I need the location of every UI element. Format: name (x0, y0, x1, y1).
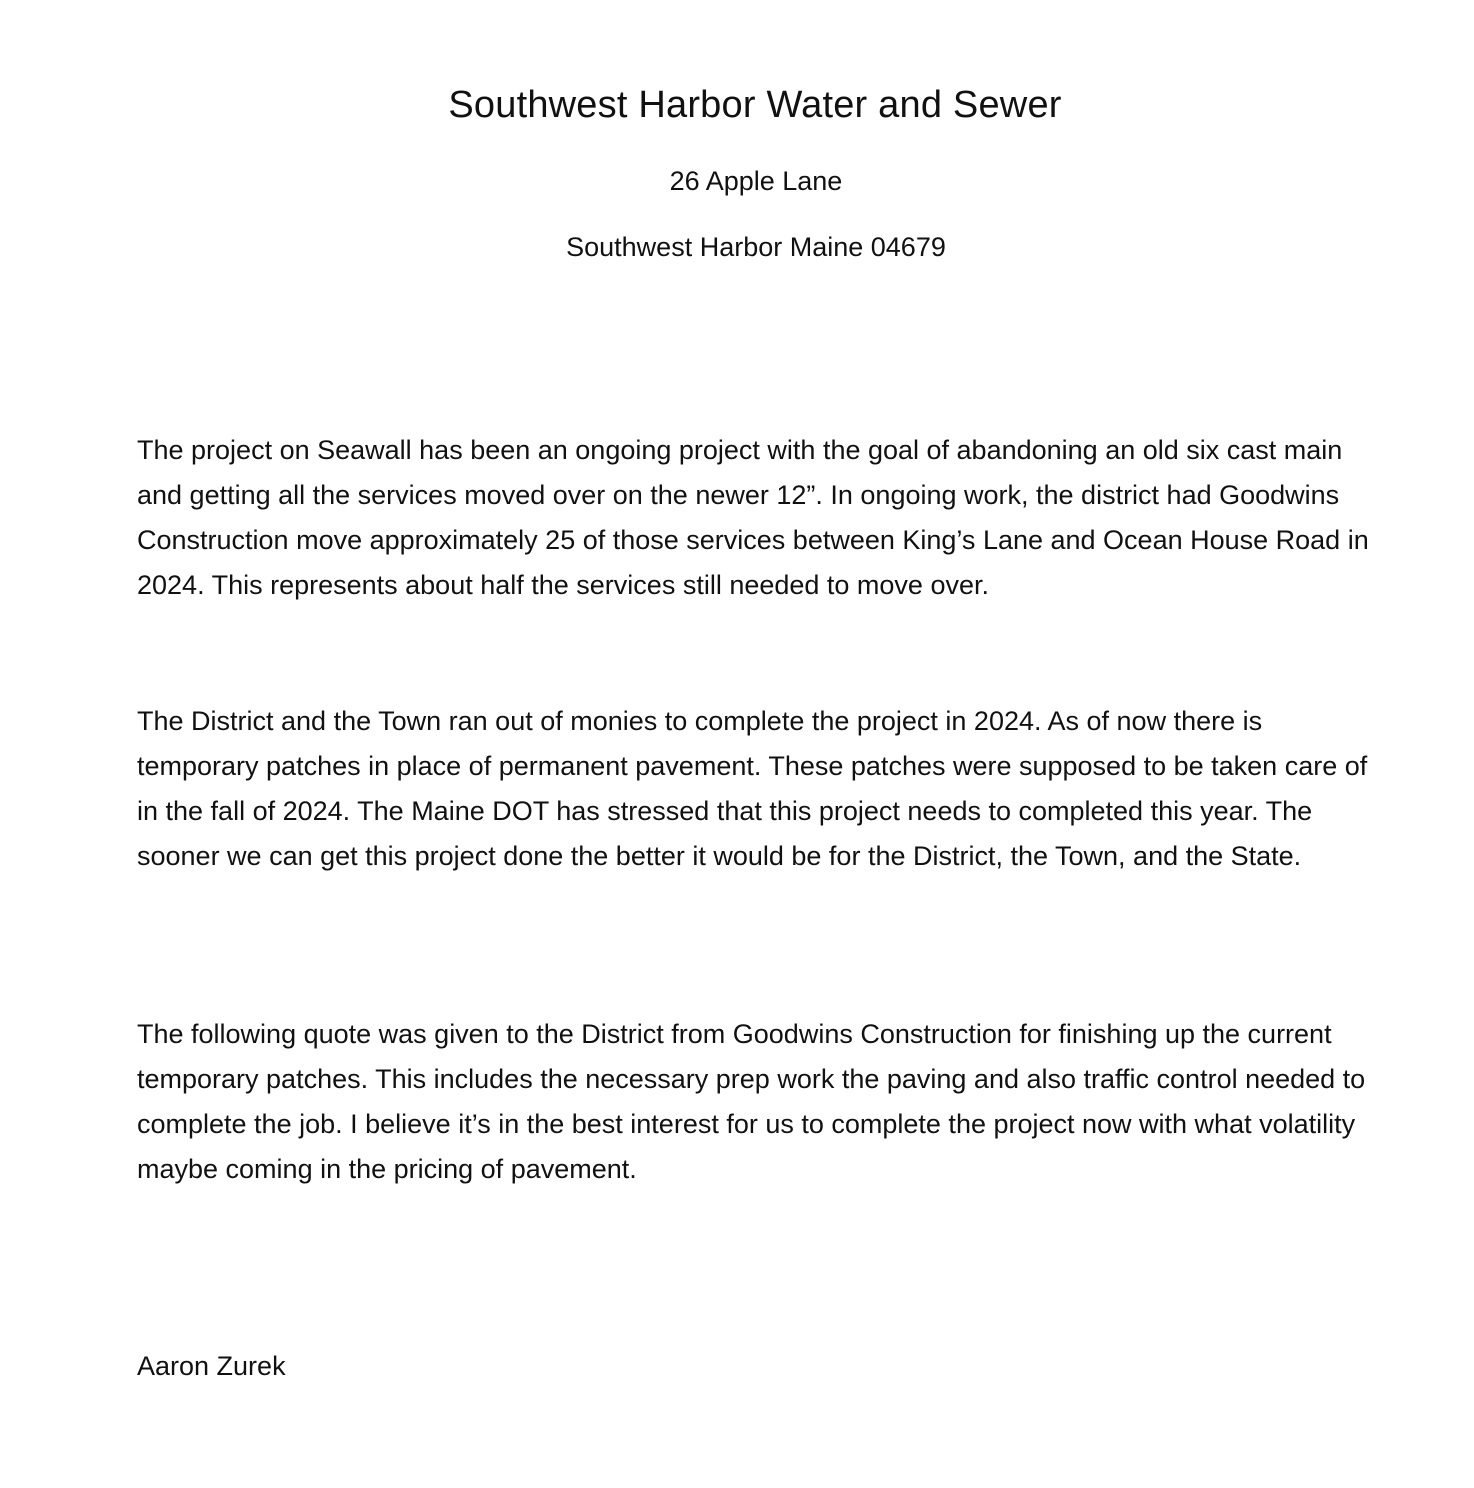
street-address: 26 Apple Lane (669, 166, 843, 196)
body-paragraph-funding-status: The District and the Town ran out of monies to complete the project in 2024. As of now there is temporary patches in place of permanent pavement. These patches were supposed to be taken care of in the fall of 2024. The Maine DOT has stressed that this project needs to completed this year. The sooner we can get this project done the better it would be for the District, the Town, and the State. (137, 706, 1368, 871)
signature-name: Aaron Zurek (137, 1351, 286, 1381)
city-state-zip: Southwest Harbor Maine 04679 (566, 232, 946, 262)
body-paragraph-quote: The following quote was given to the District from Goodwins Construction for finishing up the current temporary patches. This includes the necessary prep work the paving and also traffic control needed to complete the job. I believe it’s in the best interest for us to complete the project now with what volatility maybe coming in the pricing of pavement. (137, 1019, 1366, 1184)
organization-title: Southwest Harbor Water and Sewer (448, 84, 1062, 126)
body-paragraph-project-overview: The project on Seawall has been an ongoing project with the goal of abandoning an old six cast main and getting all the services moved over on the newer 12”. In ongoing work, the district had Goodwins Construction move approximately 25 of those services between King’s Lane and Ocean House Road in 2024. This represents about half the services still needed to move over. (137, 435, 1369, 600)
